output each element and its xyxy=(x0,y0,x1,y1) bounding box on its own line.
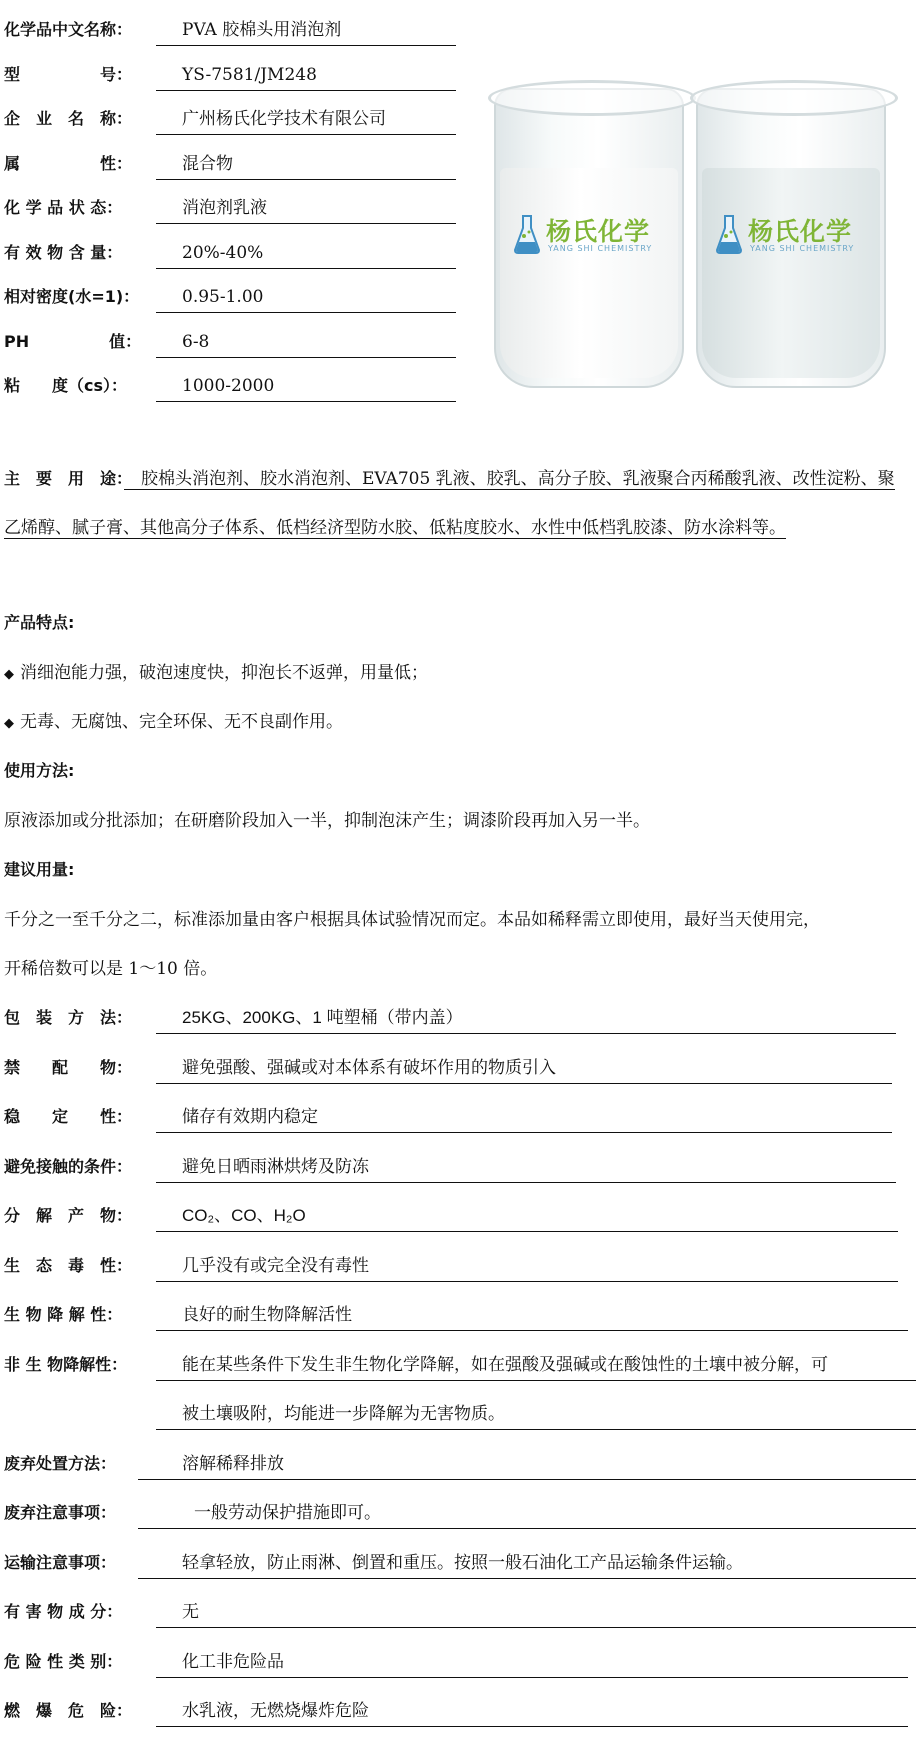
field-label: 有 效 物 含 量： xyxy=(4,243,123,262)
feature-item xyxy=(4,707,914,737)
method-title: 使用方法: xyxy=(4,761,75,780)
field-value: 0.95-1.00 xyxy=(156,282,456,313)
field-value: CO₂、CO、H₂O xyxy=(156,1201,898,1232)
product-photo xyxy=(488,74,896,394)
field-value: 被土壤吸附，均能进一步降解为无害物质。 xyxy=(156,1399,916,1430)
field-value: 化工非危险品 xyxy=(156,1647,908,1678)
features-title: 产品特点: xyxy=(4,613,75,632)
field-label: PH 值： xyxy=(4,332,142,351)
field-label: 非 生 物降解性： xyxy=(4,1355,128,1374)
logo-text: 杨氏化学 xyxy=(546,217,651,246)
field-value: 1000-2000 xyxy=(156,371,456,402)
usage-text: 胶棉头消泡剂、胶水消泡剂、EVA705 乳液、胶乳、高分子胶、乳液聚合丙稀酸乳液、改性淀粉、聚乙烯醇、腻子膏、其他高分子体系、低档经济型防水胶、低粘度胶水、水性中低档乳胶漆、防水涂料等。 xyxy=(4,469,895,538)
field-label: 化学品中文名称： xyxy=(4,20,133,39)
field-label: 粘 度（cs）： xyxy=(4,376,128,395)
field-value: 几乎没有或完全没有毒性 xyxy=(156,1251,898,1282)
field-value: 避免强酸、强碱或对本体系有破坏作用的物质引入 xyxy=(156,1053,892,1084)
field-label: 生 态 毒 性： xyxy=(4,1256,133,1275)
flask-icon xyxy=(716,214,742,254)
field-label: 型 号： xyxy=(4,65,133,84)
logo-text: 杨氏化学 xyxy=(748,217,853,246)
field-value: 水乳液，无燃烧爆炸危险 xyxy=(156,1696,908,1727)
field-value: 避免日晒雨淋烘烤及防冻 xyxy=(156,1152,896,1183)
bullet-icon: ◆ xyxy=(4,716,14,731)
field-value: 储存有效期内稳定 xyxy=(156,1102,892,1133)
field-label: 相对密度(水=1)： xyxy=(4,287,140,306)
field-value: 无 xyxy=(156,1597,916,1628)
flask-icon xyxy=(514,214,540,254)
field-label: 有 害 物 成 分： xyxy=(4,1602,123,1621)
field-value: 能在某些条件下发生非生物化学降解，如在强酸及强碱或在酸蚀性的土壤中被分解，可 xyxy=(156,1350,916,1381)
usage-paragraph xyxy=(4,454,909,553)
bullet-icon: ◆ xyxy=(4,667,14,682)
method-text: 原液添加或分批添加；在研磨阶段加入一半，抑制泡沫产生；调漆阶段再加入另一半。 xyxy=(4,811,650,831)
field-value: 混合物 xyxy=(156,149,456,180)
field-label: 禁 配 物： xyxy=(4,1058,133,1077)
field-label: 运输注意事项： xyxy=(4,1553,117,1572)
field-value: YS-7581/JM248 xyxy=(156,60,456,91)
field-label: 生 物 降 解 性： xyxy=(4,1305,123,1324)
dosage-title: 建议用量: xyxy=(4,860,75,879)
field-label: 化 学 品 状 态： xyxy=(4,198,123,217)
field-label: 燃 爆 危 险： xyxy=(4,1701,133,1720)
logo-subtext: YANG SHI CHEMISTRY xyxy=(548,244,653,253)
field-label: 企 业 名 称： xyxy=(4,109,133,128)
field-value: 广州杨氏化学技术有限公司 xyxy=(156,104,456,135)
field-value: 6-8 xyxy=(156,327,456,358)
brand-logo xyxy=(712,210,882,260)
field-label: 避免接触的条件： xyxy=(4,1157,133,1176)
field-label: 废弃处置方法： xyxy=(4,1454,117,1473)
logo-subtext: YANG SHI CHEMISTRY xyxy=(750,244,855,253)
dosage-text-line2: 开稀倍数可以是 1～10 倍。 xyxy=(4,959,218,979)
field-value: 消泡剂乳液 xyxy=(156,193,456,224)
field-label: 包 装 方 法： xyxy=(4,1008,133,1027)
field-value: 良好的耐生物降解活性 xyxy=(156,1300,908,1331)
usage-label: 主 要 用 途： xyxy=(4,469,125,488)
dosage-text-line1: 千分之一至千分之二，标准添加量由客户根据具体试验情况而定。本品如稀释需立即使用，最好当天使用完， xyxy=(4,910,820,930)
feature-text: 无毒、无腐蚀、完全环保、无不良副作用。 xyxy=(20,712,343,732)
field-value: PVA 胶棉头用消泡剂 xyxy=(156,15,456,46)
field-value: 溶解稀释排放 xyxy=(138,1449,916,1480)
field-value: 一般劳动保护措施即可。 xyxy=(138,1498,916,1529)
field-label: 废弃注意事项： xyxy=(4,1503,117,1522)
brand-logo xyxy=(510,210,680,260)
feature-item xyxy=(4,658,914,688)
beaker-milky xyxy=(494,88,684,388)
beaker-clear xyxy=(696,88,886,388)
field-value: 25KG、200KG、1 吨塑桶（带内盖） xyxy=(156,1003,896,1034)
field-label: 稳 定 性： xyxy=(4,1107,133,1126)
field-label: 危 险 性 类 别： xyxy=(4,1652,123,1671)
feature-text: 消细泡能力强，破泡速度快，抑泡长不返弹，用量低； xyxy=(20,663,428,683)
field-label: 属 性： xyxy=(4,154,133,173)
field-value: 轻拿轻放，防止雨淋、倒置和重压。按照一般石油化工产品运输条件运输。 xyxy=(138,1548,916,1579)
field-label: 分 解 产 物： xyxy=(4,1206,133,1225)
field-value: 20%-40% xyxy=(156,238,456,269)
